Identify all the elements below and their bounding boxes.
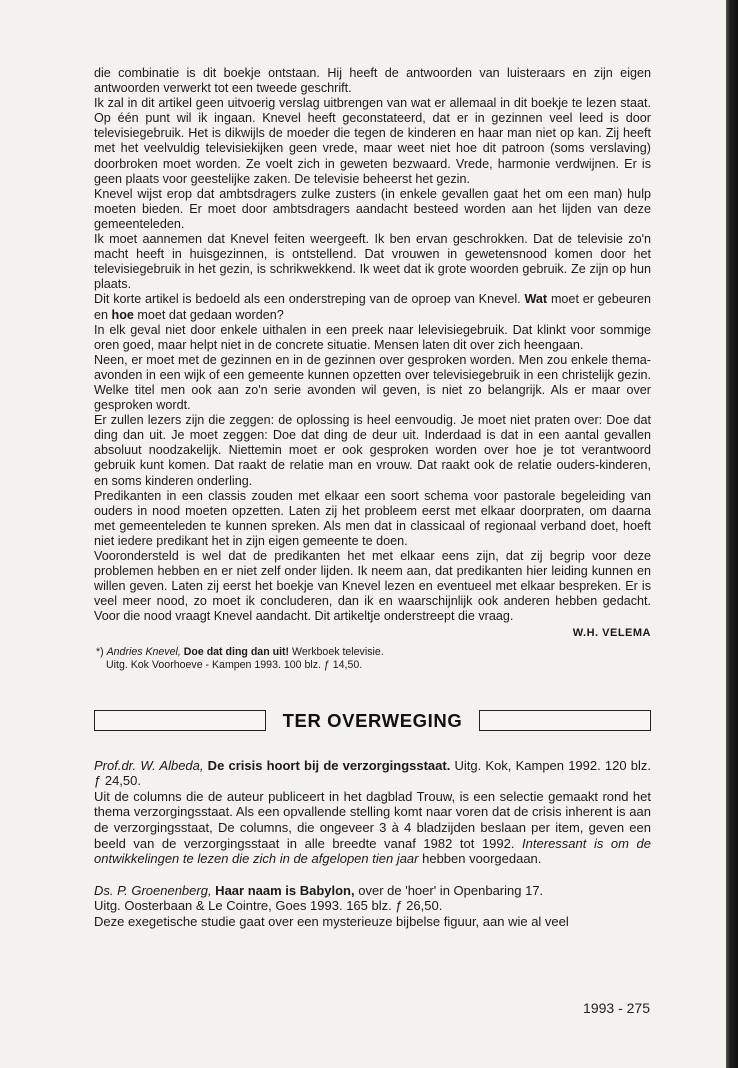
footnote-subtitle: Werkboek televisie. (289, 645, 384, 658)
section-title: TER OVERWEGING (282, 710, 463, 732)
paragraph-intro: die combinatie is dit boekje ontstaan. Hij heeft de antwoorden van luisteraars en zijn eigen antwoorden verwerkt tot een tweede geschrift. (94, 66, 651, 96)
review-author: Prof.dr. W. Albeda, (94, 757, 204, 773)
review-author: Ds. P. Groenenberg, (94, 882, 212, 898)
review-title: De crisis hoort bij de verzorgingsstaat. (203, 757, 451, 773)
review-text: Uit de columns die de auteur publiceert in het dagblad Trouw, is een selectie gemaakt rond het thema verzorgingsstaat. Als een opvallende stelling komt naar voren dat de crisis inherent is aan de verzorgingsstaat, De columns, die ongeveer 3 à 4 bladzijden beslaan per item, geven een beeld van de verzorgingsstaat in alle breedte vanaf 1982 tot 1992. (94, 788, 651, 851)
footnote-line-1 (96, 646, 651, 659)
section-banner (94, 706, 651, 736)
paragraph-wat-hoe (94, 292, 651, 322)
paragraph-predikanten: Predikanten in een classis zouden met elkaar een soort schema voor pastorale begeleiding van ouders in nood moeten opzetten. Laten zij het probleem eerst met elkaar doorpraten, om daarna met gemeenteleden te kunnen spreken. Als men dat in classicaal of regionaal verband doet, hoeft niet iedere predikant het in zijn eigen gemeente te doen. (94, 488, 651, 548)
footnote (94, 646, 651, 672)
text-run: moet er gebeuren en (94, 292, 651, 322)
footnote-line-2: Uitg. Kok Voorhoeve - Kampen 1993. 100 blz. ƒ 14,50. (106, 658, 363, 671)
review-publication: Uitg. Oosterbaan & Le Cointre, Goes 1993. 165 blz. ƒ 26,50. (94, 898, 443, 914)
paragraph-neen: Neen, er moet met de gezinnen en in de gezinnen over gesproken worden. Men zou enkele thema-avonden in een wijk of een gemeente kunnen opzetten over televisiegebruik in een christelijk gezin. Welke titel men ook aan zo'n serie avonden wil geven, is niet zo belangrijk. Als er maar over gesproken wordt. (94, 352, 651, 413)
footnote-marker: *) (96, 645, 107, 658)
banner-left-box (94, 710, 266, 731)
text-run: moet dat gedaan worden? (133, 307, 284, 322)
scan-edge (726, 0, 738, 1068)
review-text-italic: Interessant is om de ontwikkelingen te lezen die zich in de afgelopen tien jaar (94, 835, 651, 867)
text-run: Dit korte artikel is bedoeld als een onderstreping van de oproep van Knevel. (94, 292, 525, 307)
paragraph-ambtsdragers: Knevel wijst erop dat ambtsdragers zulke zusters (in enkele gevallen gaat het om een man) hulp moeten bieden. Er moet door ambtsdragers aandacht besteed worden aan het lijden van deze gemeenteleden. (94, 186, 651, 231)
review-subtitle: over de 'hoer' in Openbaring 17. (354, 882, 544, 898)
author-signature: W.H. VELEMA (572, 627, 651, 640)
review-text-end: hebben voorgedaan. (418, 851, 542, 867)
page-number: 1993 - 275 (583, 1000, 650, 1016)
paragraph-preek: In elk geval niet door enkele uithalen in een preek naar lelevisiegebruik. Dat klinkt voor sommige oren goed, maar helpt niet in de concrete situatie. Mensen laten dit over zich heengaan. (94, 322, 651, 352)
footnote-author: Andries Knevel, (106, 645, 181, 658)
review-groenenberg (94, 883, 651, 930)
bold-wat: Wat (524, 292, 548, 307)
paragraph-lezers: Er zullen lezers zijn die zeggen: de oplossing is heel eenvoudig. Je moet niet praten over: Doe dat ding dan uit. Je moet zeggen: Doe dat ding de deur uit. Inderdaad is dat in een aantal gevallen absoluut noodzakelijk. Niettemin moet er ook gesproken worden over hoe je tot verantwoord gebruik kunt komen. Dat raakt de relatie man en vrouw. Dat raakt ook de relatie ouders-kinderen, en soms kinderen onderling. (94, 413, 651, 488)
review-albeda (94, 758, 651, 867)
bold-hoe: hoe (111, 307, 134, 322)
review-title: Haar naam is Babylon, (211, 882, 355, 898)
banner-right-box (479, 710, 651, 731)
review-publication: Uitg. Kok, Kampen 1992. 120 blz. ƒ 24,50. (94, 757, 651, 789)
paragraph-verslag: Ik zal in dit artikel geen uitvoerig verslag uitbrengen van wat er allemaal in dit boekje te lezen staat. Op één punt wil ik ingaan. Knevel heeft geconstateerd, dat er in gezinnen veel leed is door televisiegebruik. Het is dikwijls de moeder die tegen de kinderen en haar man niet op kan. Zij heeft met het veelvuldig televisiekijken geen vrede, maar weet niet hoe dit patroon (soms verslaving) doorbroken moet worden. Ze voelt zich in geweten bezwaard. Vrede, harmonie verdwijnen. Er is geen plaats voor geestelijke zaken. De televisie beheerst het gezin. (94, 96, 651, 186)
paragraph-feiten: Ik moet aannemen dat Knevel feiten weergeeft. Ik ben ervan geschrokken. Dat de televisie zo'n macht heeft in huisgezinnen, is ontstellend. Dat vrouwen in gewetensnood komen door het televisiegebruik in het gezin, is schrikwekkend. Ik weet dat ik grote woorden gebruik. Ze zijn op hun plaats. (94, 232, 651, 292)
review-text: Deze exegetische studie gaat over een mysterieuze bijbelse figuur, aan wie al veel (94, 913, 569, 929)
paragraph-vooronderstelling: Voorondersteld is wel dat de predikanten het met elkaar eens zijn, dat zij begrip voor deze problemen hebben en er niet zelf onder lijden. Ik neem aan, dat predikanten hier leiding kunnen en willen geven. Laten zij eerst het boekje van Knevel lezen en eventueel met elkaar bespreken. Er is veel meer nood, zo moet ik concluderen, dan ik en waarschijnlijk ook anderen hebben gedacht. Voor die nood vraagt Knevel aandacht. Dit artikeltje onderstreept die vraag. (94, 549, 651, 624)
text-column (94, 66, 651, 930)
footnote-title: Doe dat ding dan uit! (180, 645, 290, 658)
